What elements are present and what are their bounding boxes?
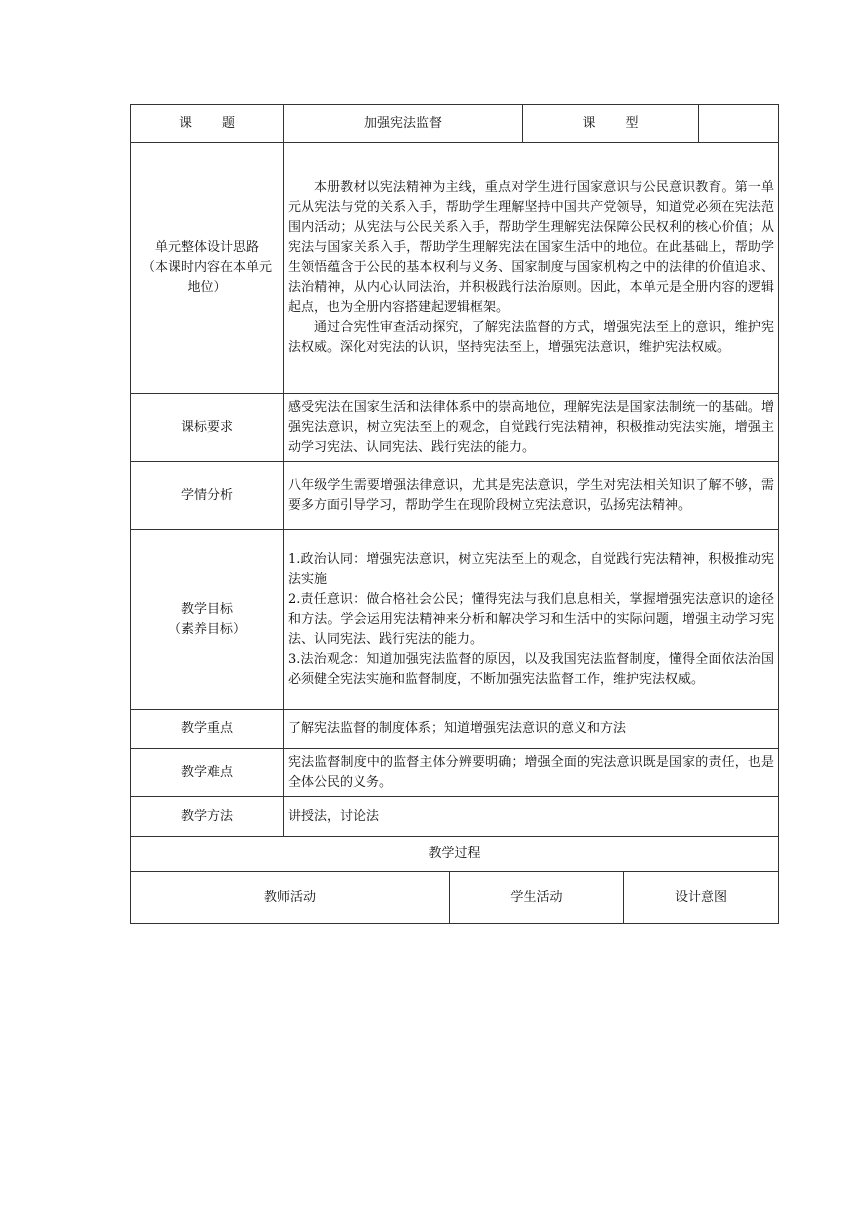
unit-design-sublabel: （本课时内容在本单元地位） — [141, 260, 272, 295]
course-row — [131, 105, 779, 143]
difficulties-label: 教学难点 — [131, 749, 284, 797]
key-points-row — [131, 710, 779, 749]
type-label-cell — [523, 105, 699, 143]
methods-row — [131, 797, 779, 837]
learner-text: 八年级学生需要增强法律意识，尤其是宪法意识，学生对宪法相关知识了解不够，需要多方面引导学习，帮助学生在现阶段树立宪法意识，弘扬宪法精神。 — [284, 462, 779, 530]
goal-item-1: 1.政治认同：增强宪法意识，树立宪法至上的观念，自觉践行宪法精神，积极推动宪法实施 — [288, 551, 775, 587]
unit-design-row — [131, 143, 779, 394]
unit-design-paragraph-2: 通过合宪性审查活动探究，了解宪法监督的方式，增强宪法至上的意识，维护宪法权威。深化对宪法的认识，坚持宪法至上，增强宪法意识，维护宪法权威。 — [288, 320, 775, 355]
goals-content — [284, 530, 779, 710]
lesson-plan-table — [130, 104, 779, 837]
process-title: 教学过程 — [131, 837, 779, 872]
goal-item-2: 2.责任意识：做合格社会公民；懂得宪法与我们息息相关，掌握增强宪法意识的途径和方法。学会运用宪法精神来分析和解决学习和生活中的实际问题，增强主动学习宪法、认同宪法、践行宪法的能力。 — [288, 591, 775, 647]
unit-design-label-cell — [131, 143, 284, 394]
unit-design-paragraph-1: 本册教材以宪法精神为主线，重点对学生进行国家意识与公民意识教育。第一单元从宪法与党的关系入手，帮助学生理解坚持中国共产党领导，知道党必须在宪法范围内活动；从宪法与公民关系入手，帮助学生理解宪法保障公民权利的核心价值；从宪法与国家关系入手，帮助学生理解宪法在国家生活中的地位。在此基础上，帮助学生领悟蕴含于公民的基本权利与义务、国家制度与国家机构之中的法律的价值追求、法治精神，从内心认同法治，并积极践行法治原则。因此，本单元是全册内容的逻辑起点，也为全册内容搭建起逻辑框架。 — [288, 180, 775, 315]
course-label-cell — [131, 105, 284, 143]
curriculum-row — [131, 394, 779, 462]
goal-item-3: 3.法治观念：知道加强宪法监督的原因，以及我国宪法监督制度，懂得全面依法治国必须健全宪法实施和监督制度，不断加强宪法监督工作，维护宪法权威。 — [288, 651, 775, 687]
lesson-plan-sheet — [130, 104, 778, 924]
goals-row — [131, 530, 779, 710]
type-label-char-2: 型 — [625, 115, 639, 131]
curriculum-label: 课标要求 — [131, 394, 284, 462]
methods-text: 讲授法，讨论法 — [284, 797, 779, 837]
learner-label: 学情分析 — [131, 462, 284, 530]
difficulties-row — [131, 749, 779, 797]
process-title-row — [131, 837, 779, 872]
course-title: 加强宪法监督 — [364, 115, 443, 131]
course-label-char-2: 题 — [222, 115, 236, 131]
key-points-label: 教学重点 — [131, 710, 284, 749]
process-table — [130, 836, 779, 924]
type-label-char-1: 课 — [582, 115, 596, 131]
teacher-activity-header: 教师活动 — [131, 872, 450, 924]
curriculum-text: 感受宪法在国家生活和法律体系中的崇高地位，理解宪法是国家法制统一的基础。增强宪法意识，树立宪法至上的观念，自觉践行宪法精神，积极推动宪法实施，增强主动学习宪法、认同宪法、践行宪法的能力。 — [284, 394, 779, 462]
goals-sublabel: （素养目标） — [167, 621, 246, 637]
type-value-cell — [699, 105, 779, 143]
goals-label: 教学目标 — [180, 601, 233, 617]
difficulties-text: 宪法监督制度中的监督主体分辨要明确；增强全面的宪法意识既是国家的责任，也是全体公民的义务。 — [284, 749, 779, 797]
student-activity-header: 学生活动 — [450, 872, 624, 924]
course-value-cell — [284, 105, 523, 143]
design-intent-header: 设计意图 — [624, 872, 779, 924]
unit-design-label: 单元整体设计思路 — [154, 240, 259, 255]
unit-design-content — [284, 143, 779, 394]
methods-label: 教学方法 — [131, 797, 284, 837]
learner-row — [131, 462, 779, 530]
goals-label-cell — [131, 530, 284, 710]
key-points-text: 了解宪法监督的制度体系；知道增强宪法意识的意义和方法 — [284, 710, 779, 749]
course-label-char-1: 课 — [178, 115, 192, 131]
process-header-row — [131, 872, 779, 924]
